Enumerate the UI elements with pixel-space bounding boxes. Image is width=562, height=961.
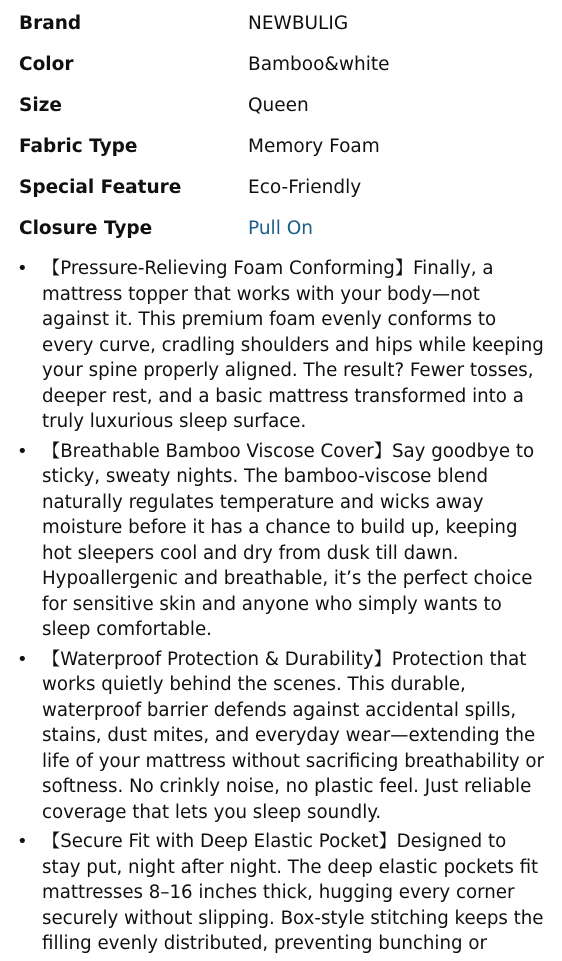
spec-value: NEWBULIG [248,13,349,34]
spec-key: Closure Type [19,218,153,239]
spec-key: Size [19,95,62,116]
spec-key: Special Feature [19,177,182,198]
spec-value: Memory Foam [248,136,380,157]
feature-bullet-text: 【Secure Fit with Deep Elastic Pocket】Designed to stay put, night after night. The deep elastic pockets fit mattresses 8–16 inches thick, hugging every corner securely without slipping. Box-style stitching keeps the filling evenly distributed, preventing bunching or [42,831,544,954]
closure-type-link[interactable]: Pull On [248,218,314,239]
spec-row-fabric-type [19,126,549,167]
spec-row-color [19,44,549,85]
spec-value: Eco-Friendly [248,177,362,198]
feature-bullet [0,829,562,957]
feature-bullet-list [0,256,562,961]
feature-bullet [0,256,562,435]
feature-bullet [0,439,562,643]
product-spec-table [19,3,549,249]
spec-value: Queen [248,95,309,116]
spec-key: Fabric Type [19,136,138,157]
spec-row-brand [19,3,549,44]
feature-bullet [0,647,562,826]
bullet-dot-icon: • [17,440,28,462]
spec-row-closure-type [19,208,549,249]
spec-key: Brand [19,13,82,34]
bullet-dot-icon: • [17,258,28,279]
spec-value: Bamboo&white [248,54,390,75]
feature-bullet-text: 【Waterproof Protection & Durability】Protection that works quietly behind the scenes. This durable, waterproof barrier defends against accidental spills, stains, dust mites, and everyday wear—extending the life of your mattress without sacrificing breathability or softness. No crinkly noise, no plastic feel. Just reliable coverage that lets you sleep soundly. [42,648,545,823]
feature-bullet-text: 【Pressure-Relieving Foam Conforming】Finally, a mattress topper that works with your body—not against it. This premium foam evenly conforms to every curve, cradling shoulders and hips while keeping your spine properly aligned. The result? Fewer tosses, deeper rest, and a basic mattress transformed into a truly luxurious sleep surface. [42,258,544,432]
bullet-dot-icon: • [17,648,28,670]
feature-bullet-text: 【Breathable Bamboo Viscose Cover】Say goodbye to sticky, sweaty nights. The bamboo-viscose blend naturally regulates temperature and wicks away moisture before it has a chance to build up, keeping hot sleepers cool and dry from dusk till dawn. Hypoallergenic and breathable, it’s the perfect choice for sensitive skin and anyone who simply wants to sleep comfortable. [42,440,535,640]
spec-row-special-feature [19,167,549,208]
bullet-dot-icon: • [17,831,28,852]
spec-key: Color [19,54,74,75]
spec-row-size [19,85,549,126]
